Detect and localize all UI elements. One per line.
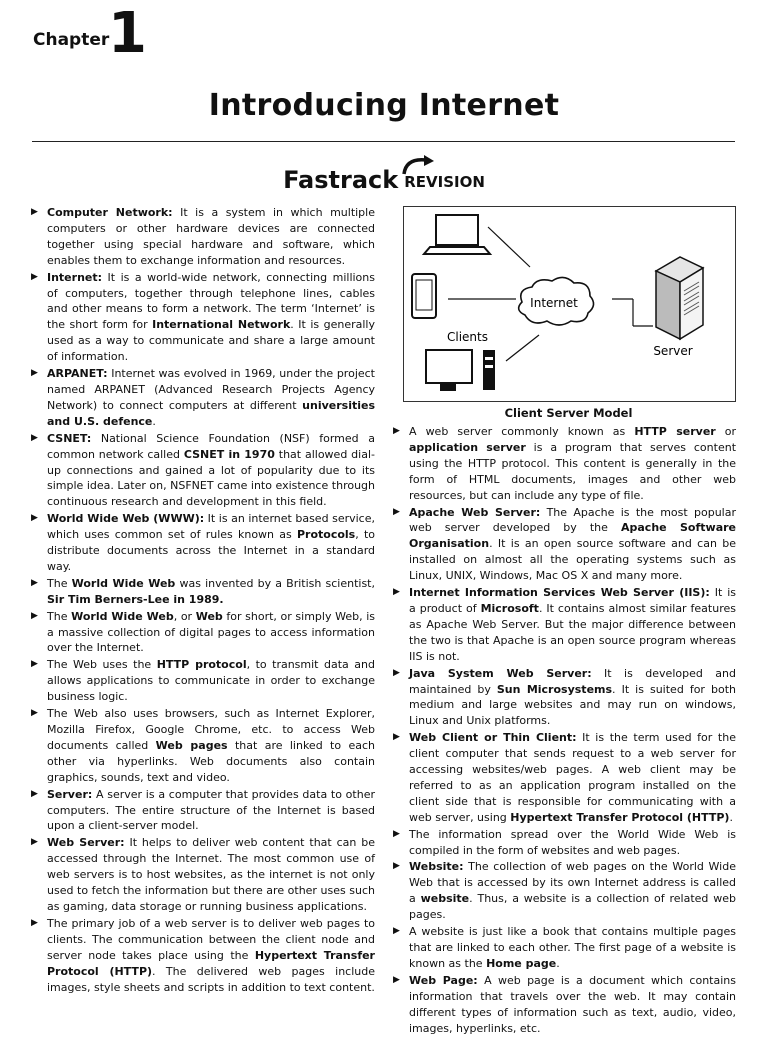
bullet-arrow-icon: ▶	[31, 513, 38, 524]
body-text: for short, or simply Web, is a massive collection of digital pages to access information over the Internet.	[47, 609, 375, 655]
bullet-item	[392, 859, 736, 923]
body-text: . It is generally used as a way to communicate and share a large amount of information.	[47, 318, 375, 364]
clients-label: Clients	[447, 330, 488, 344]
body-text: that are linked to each other via hyperlinks. Web documents also contain graphics, sounds, text and video.	[47, 738, 375, 784]
body-text: . Thus, a website is a collection of related web pages.	[409, 892, 736, 922]
bullet-item	[30, 609, 375, 657]
bullet-arrow-icon: ▶	[31, 271, 38, 282]
bold-term: Web pages	[155, 738, 228, 752]
body-text: It is the term used for the client computer that sends request to a web server for accessing websites/web pages. A web client may be referred to as an application program installed on the client side that is responsible for communicating with a web server, using	[409, 731, 736, 824]
body-text: A server is a computer that provides data to other computers. The entire structure of the Internet is based upon a client-server model.	[47, 787, 375, 833]
body-text: .	[556, 956, 560, 970]
laptop-icon	[424, 215, 490, 254]
body-text: A web page is a document which contains information that travels over the web. It may contain different types of information such as text, audio, video, images, hyperlinks, etc.	[409, 973, 736, 1035]
bullet-item	[392, 730, 736, 825]
bold-term: Apache Web Server:	[409, 505, 541, 519]
bold-term: Sir Tim Berners-Lee in 1989.	[47, 592, 224, 606]
body-text: , to transmit data and allows applications to communicate in order to exchange business logic.	[47, 658, 375, 704]
bullet-item	[30, 657, 375, 705]
bullet-item	[30, 706, 375, 786]
bold-term: universities and U.S. defence	[47, 398, 375, 428]
bullet-arrow-icon: ▶	[31, 788, 38, 799]
revision-word: REVISION	[404, 173, 485, 191]
revision-badge	[404, 169, 485, 191]
body-text: The Web also uses browsers, such as Internet Explorer, Mozilla Firefox, Google Chrome, etc. to access Web documents called	[47, 707, 375, 752]
bold-term: website	[420, 892, 470, 906]
bullet-item	[30, 511, 375, 575]
bullet-arrow-icon: ▶	[393, 861, 400, 872]
bullet-item	[30, 205, 375, 269]
phone-icon	[412, 274, 436, 318]
bullet-arrow-icon: ▶	[31, 207, 38, 217]
body-text: A website is just like a book that contains multiple pages that are linked to each other. The first page of a website is known as the	[409, 925, 736, 970]
left-column	[30, 205, 375, 996]
bold-term: CSNET:	[47, 431, 92, 445]
body-text: It is a system in which multiple computers or other hardware devices are connected together using special hardware and software, which enables them to exchange information and resources.	[47, 206, 375, 267]
body-text: , to distribute documents across the Internet in a standard way.	[47, 528, 375, 573]
bullet-arrow-icon: ▶	[31, 368, 38, 379]
bold-term: Apache Software Organisation	[409, 521, 736, 551]
fastrack-revision-logo	[0, 166, 768, 194]
bullet-item	[392, 585, 736, 665]
bullet-item	[392, 505, 736, 585]
body-text: . It is an open source software and can be installed on almost all the operating systems such as Linux, UNIX, Windows, Mac OS X and many more.	[409, 537, 736, 583]
bold-term: Java System Web Server:	[409, 666, 592, 680]
body-text: Internet was evolved in 1969, under the project named ARPANET (Advanced Research Projects Agency Network) to connect computers at different	[47, 367, 375, 412]
body-text: The Apache is the most popular web server developed by the	[409, 505, 736, 535]
bullet-item	[392, 424, 736, 504]
server-label: Server	[653, 344, 693, 358]
body-text: The collection of web pages on the World Wide Web that is accessed by its own Internet address is called a	[409, 860, 736, 906]
body-text: . The delivered web pages include images, style sheets and scripts in addition to text content.	[47, 964, 375, 994]
title-divider	[32, 141, 735, 142]
body-text: The primary job of a web server is to deliver web pages to clients. The communication between the client node and server node takes place using the	[47, 916, 375, 962]
bullet-item	[392, 666, 736, 730]
bullet-arrow-icon: ▶	[31, 610, 38, 621]
bold-term: Hypertext Transfer Protocol (HTTP)	[47, 948, 375, 978]
bullet-arrow-icon: ▶	[31, 708, 38, 719]
bold-term: CSNET in 1970	[183, 447, 275, 461]
body-text: National Science Foundation (NSF) formed a common network called	[47, 431, 375, 461]
bullet-arrow-icon: ▶	[31, 577, 38, 588]
bullet-item	[30, 576, 375, 608]
bullet-item	[30, 787, 375, 835]
server-icon	[656, 257, 703, 339]
chapter-label: Chapter	[33, 30, 110, 50]
fastrack-word: Fastrack	[283, 166, 399, 194]
bullet-arrow-icon: ▶	[393, 732, 400, 743]
bold-term: Web Server:	[47, 836, 125, 850]
body-text: It is a product of	[409, 586, 736, 615]
bullet-item	[30, 835, 375, 915]
bullet-item	[30, 270, 375, 365]
body-text: It is developed and maintained by	[409, 666, 736, 696]
body-text: .	[152, 414, 156, 428]
bullet-arrow-icon: ▶	[393, 828, 400, 839]
body-text: The	[47, 609, 72, 623]
bullet-arrow-icon: ▶	[393, 426, 400, 436]
body-text: It helps to deliver web content that can be accessed through the Internet. The most common use of web servers is to host websites, as the internet is not only used to fetch the information but there are other uses such as gaming, data storage or running business applications.	[47, 836, 376, 913]
bold-term: Sun Microsystems	[496, 682, 613, 696]
bullet-arrow-icon: ▶	[31, 659, 38, 670]
right-column	[392, 424, 736, 1037]
body-text: was invented by a British scientist,	[175, 576, 375, 590]
bold-term: ARPANET:	[47, 367, 108, 381]
bold-term: Home page	[486, 956, 557, 970]
bold-term: Internet Information Services Web Server (IIS):	[409, 586, 710, 600]
page-title: Introducing Internet	[208, 88, 560, 123]
bullet-arrow-icon: ▶	[31, 837, 38, 848]
body-text: . It contains almost similar features as Apache Web Server. But the major difference between the two is that Apache is an open source program whereas IIS is not.	[409, 601, 736, 663]
bullet-item	[392, 827, 736, 859]
bold-term: Web Client or Thin Client:	[409, 731, 577, 745]
diagram-caption: Client Server Model	[504, 406, 633, 420]
bold-term: Microsoft	[480, 601, 539, 615]
diagram-drawing	[404, 207, 735, 401]
body-text: A web server commonly known as	[409, 425, 635, 438]
internet-label: Internet	[530, 296, 578, 310]
bold-term: International Network	[152, 318, 291, 332]
bullet-arrow-icon: ▶	[393, 667, 400, 678]
bold-term: Hypertext Transfer Protocol (HTTP)	[510, 810, 730, 824]
body-text: is a program that serves content using the HTTP protocol. This content is generally in the form of HTML documents, images and other web resources, but can include any type of file.	[409, 440, 737, 502]
bold-term: Protocols	[296, 528, 356, 542]
bullet-arrow-icon: ▶	[31, 432, 38, 443]
body-text: .	[729, 810, 733, 824]
bullet-arrow-icon: ▶	[31, 917, 38, 928]
bullet-item	[30, 431, 375, 511]
body-text: or	[715, 425, 736, 438]
bold-term: HTTP server	[634, 425, 716, 438]
body-text: , or	[173, 609, 196, 623]
bullet-arrow-icon: ▶	[393, 587, 400, 598]
bullet-item	[30, 916, 375, 996]
bold-term: World Wide Web	[71, 576, 176, 590]
bold-term: World Wide Web	[71, 609, 174, 623]
bullet-arrow-icon: ▶	[393, 506, 400, 517]
desktop-icon	[426, 350, 495, 391]
bullet-item	[30, 366, 375, 430]
bullet-arrow-icon: ▶	[393, 974, 400, 985]
chapter-number: 1	[108, 1, 147, 66]
bold-term: Computer Network:	[47, 206, 173, 219]
bold-term: Website:	[409, 860, 464, 874]
body-text: . It is suited for both medium and large websites and may run on windows, Linux and Unix platforms.	[409, 682, 736, 728]
bold-term: Web Page:	[409, 973, 478, 987]
body-text: The Web uses the	[47, 658, 157, 672]
body-text: The information spread over the World Wide Web is compiled in the form of websites and web pages.	[409, 827, 736, 857]
client-server-diagram	[403, 206, 736, 402]
bold-term: HTTP protocol	[156, 658, 247, 672]
bullet-arrow-icon: ▶	[393, 926, 400, 937]
body-text: It is a world-wide network, connecting millions of computers, together through telephone lines, cables and other means to form a network. The term ‘Internet’ is the short form for	[47, 270, 375, 332]
body-text: It is an internet based service, which uses common set of rules known as	[47, 512, 375, 542]
bold-term: World Wide Web (WWW):	[47, 512, 205, 526]
bold-term: Web	[195, 609, 223, 623]
bold-term: Internet:	[47, 270, 103, 284]
bullet-item	[392, 924, 736, 972]
bold-term: application server	[409, 440, 526, 454]
bullet-item	[392, 973, 736, 1037]
bold-term: Server:	[47, 787, 93, 801]
body-text: that allowed dial-up connections and gained a lot of popularity due to its simple idea. Later on, NSFNET came into existence through continuous research and development in this field.	[47, 447, 375, 509]
curved-arrow-icon	[398, 155, 440, 175]
body-text: The	[47, 576, 72, 590]
